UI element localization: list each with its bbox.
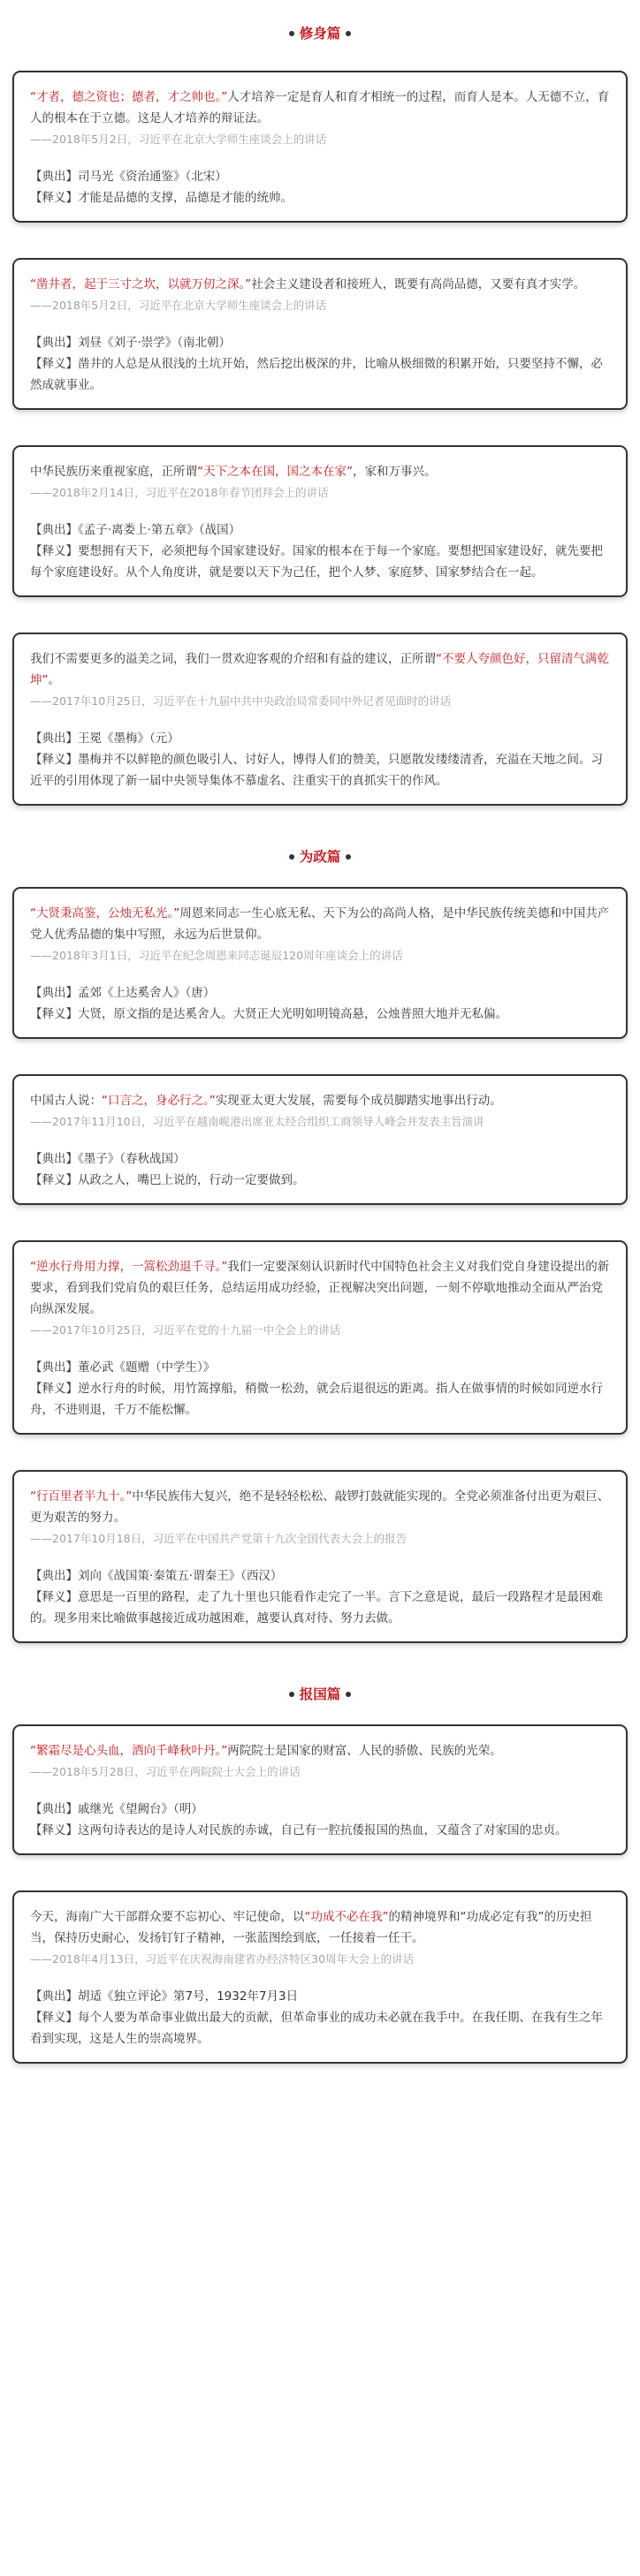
shiyi-line [30,2007,610,2049]
shiyi-text: 凿井的人总是从很浅的土坑开始，然后挖出极深的井，比喻从极细微的积累开始，只要坚持不懈，必然成就事业。 [30,357,603,392]
shiyi-label: 【释义】 [30,1590,78,1604]
section-header-weizheng [12,839,628,875]
shiyi-text: 才能是品德的支撑，品德是才能的统帅。 [78,191,293,205]
card-paragraph [30,1486,610,1528]
shiyi-line [30,749,610,792]
classic-quote: “逆水行舟用力撑，一篙松劲退千寻。” [30,1260,228,1274]
classic-quote: “才者，德之资也；德者，才之帅也。” [30,90,228,104]
bullet-icon [346,1692,351,1697]
classic-quote: “行百里者半九十。” [30,1489,133,1504]
dianchu-line [30,982,610,1004]
classic-quote: “功成不必在我” [304,1910,389,1924]
shiyi-label: 【释义】 [30,544,78,558]
speech-source: ——2017年10月25日，习近平在十九届中共中央政治局常委同中外记者见面时的讲话 [30,694,452,708]
card-paragraph [30,1090,610,1111]
dianchu-text: 戚继光《望阙台》（明） [78,1802,203,1816]
dianchu-text: 刘向《战国策·秦策五·谓秦王》（西汉） [78,1569,283,1583]
dianchu-label: 【典出】 [30,1152,78,1166]
body-text: 社会主义建设者和接班人，既要有高尚品德，又要有真才实学。 [251,277,586,292]
classic-quote: “繁霜尽是心头血，洒向千峰秋叶丹。” [30,1744,228,1758]
quote-card [12,445,628,597]
classic-quote: “天下之本在国，国之本在家” [197,465,353,479]
dianchu-text: 《墨子》（春秋战国） [78,1152,186,1166]
card-paragraph [30,1256,610,1320]
shiyi-label: 【释义】 [30,1007,78,1021]
shiyi-text: 这两句诗表达的是诗人对民族的赤诚，自己有一腔抗倭报国的热血，又蕴含了对家国的忠贞。 [78,1823,568,1837]
body-text: ，家和万事兴。 [353,465,437,479]
speech-source: ——2017年10月25日，习近平在党的十九届一中全会上的讲话 [30,1323,341,1337]
dianchu-text: 孟郊《上达奚舍人》（唐） [78,986,216,1000]
shiyi-line [30,187,610,208]
dianchu-text: 胡适《独立评论》第7号，1932年7月3日 [78,1989,299,2004]
classic-quote: “口言之，身必行之。” [102,1094,216,1108]
shiyi-text: 逆水行舟的时候，用竹篙撑船，稍微一松劲，就会后退很远的距离。指人在做事情的时候如同逆水行舟，不进则退，千万不能松懈。 [30,1382,603,1417]
bullet-icon [346,854,351,860]
intro-text: 我们不需要更多的溢美之词，我们一贯欢迎客观的介绍和有益的建议，正所谓 [30,652,436,666]
shiyi-line [30,353,610,396]
dianchu-line [30,166,610,187]
speech-source: ——2017年11月10日，习近平在越南岘港出席亚太经合组织工商领导人峰会并发表主旨演讲 [30,1115,484,1128]
body-text: 人才培养一定是育人和育才相统一的过程，而育人是本。人无德不立，育人的根本在于立德。这是人才培养的辩证法。 [30,90,610,125]
intro-text: 今天，海南广大干部群众要不忘初心、牢记使命，以 [30,1910,305,1924]
speech-source: ——2018年5月2日，习近平在北京大学师生座谈会上的讲话 [30,299,327,312]
dianchu-line [30,728,610,749]
dianchu-label: 【典出】 [30,986,78,1000]
dianchu-text: 司马光《资治通鉴》（北宋） [78,170,227,184]
shiyi-line [30,1004,610,1025]
card-paragraph [30,461,610,482]
shiyi-label: 【释义】 [30,1173,78,1187]
intro-text: 中国古人说： [30,1094,102,1108]
section-title: 修身篇 [299,26,341,42]
dianchu-line [30,1357,610,1378]
shiyi-label: 【释义】 [30,357,78,371]
body-text: 两院院士是国家的财富、人民的骄傲、民族的光荣。 [227,1744,502,1758]
speech-source: ——2018年3月1日，习近平在纪念周恩来同志诞辰120周年座谈会上的讲话 [30,949,403,962]
section-title: 为政篇 [299,849,341,865]
speech-source: ——2018年5月2日，习近平在北京大学师生座谈会上的讲话 [30,133,327,146]
card-paragraph [30,1906,610,1949]
classic-quote: “大贤秉高鉴，公烛无私光。” [30,906,180,921]
dianchu-text: 董必武《题赠（中学生）》 [78,1360,216,1375]
intro-text: 中华民族历来重视家庭，正所谓 [30,465,197,479]
bullet-icon [289,1692,294,1697]
speech-source: ——2018年2月14日，习近平在2018年春节团拜会上的讲话 [30,486,329,499]
quote-card [12,1074,628,1205]
shiyi-label: 【释义】 [30,191,78,205]
shiyi-line [30,1820,610,1841]
speech-source: ——2017年10月18日，习近平在中国共产党第十九次全国代表大会上的报告 [30,1532,408,1545]
card-paragraph [30,648,610,691]
card-paragraph [30,87,610,129]
speech-source: ——2018年4月13日，习近平在庆祝海南建省办经济特区30周年大会上的讲话 [30,1952,415,1966]
dianchu-text: 《孟子·离娄上·第五章》（战国） [78,523,241,537]
body-text: 周恩来同志一生心底无私、天下为公的高尚人格，是中华民族传统美德和中国共产党人优秀品德的集中写照，永远为后世景仰。 [30,906,610,942]
shiyi-label: 【释义】 [30,1382,78,1396]
shiyi-line [30,1378,610,1421]
quote-card [12,633,628,806]
shiyi-text: 从政之人，嘴巴上说的，行动一定要做到。 [78,1173,305,1187]
shiyi-label: 【释义】 [30,2011,78,2025]
dianchu-label: 【典出】 [30,1569,78,1583]
shiyi-line [30,1170,610,1191]
shiyi-line [30,1587,610,1629]
quote-card [12,71,628,223]
dianchu-label: 【典出】 [30,170,78,184]
dianchu-line [30,1799,610,1820]
dianchu-text: 刘昼《刘子·崇学》（南北朝） [78,336,232,350]
body-text: 的精神境界和“功成必定有我”的历史担当，保持历史耐心，发扬钉钉子精神，一张蓝图绘到底，一任接着一任干。 [30,1910,592,1945]
dianchu-label: 【典出】 [30,1360,78,1375]
page [0,16,640,2064]
quote-card [12,1890,628,2064]
shiyi-label: 【释义】 [30,753,78,767]
bullet-icon [346,31,351,36]
dianchu-text: 王冕《墨梅》（元） [78,731,179,746]
card-paragraph [30,1740,610,1762]
quote-card [12,258,628,410]
quote-card [12,1240,628,1435]
quote-card [12,1724,628,1855]
card-paragraph [30,903,610,945]
card-paragraph [30,274,610,295]
dianchu-label: 【典出】 [30,336,78,350]
body-text: 实现亚太更大发展，需要每个成员脚踏实地事出行动。 [215,1094,502,1108]
shiyi-text: 意思是一百里的路程，走了九十里也只能看作走完了一半。言下之意是说，最后一段路程才是最困难的。现多用来比喻做事越接近成功越困难，越要认真对待、努力去做。 [30,1590,603,1625]
dianchu-label: 【典出】 [30,731,78,746]
dianchu-line [30,1565,610,1587]
body-text: 中华民族伟大复兴，绝不是轻轻松松、敲锣打鼓就能实现的。全党必须准备付出更为艰巨、更为艰苦的努力。 [30,1489,610,1525]
dianchu-line [30,519,610,541]
classic-quote: “不要人夸颜色好，只留清气满乾坤” [30,652,609,687]
shiyi-text: 要想拥有天下，必须把每个国家建设好。国家的根本在于每一个家庭。要想把国家建设好，就先要把每个家庭建设好。从个人角度讲，就是要以天下为己任，把个人梦、家庭梦、国家梦结合在一起。 [30,544,603,580]
bullet-icon [289,854,294,860]
dianchu-label: 【典出】 [30,1989,78,2004]
speech-source: ——2018年5月28日，习近平在两院院士大会上的讲话 [30,1765,301,1778]
shiyi-text: 墨梅并不以鲜艳的颜色吸引人、讨好人，博得人们的赞美，只愿散发缕缕清香，充溢在天地之间。习近平的引用体现了新一届中央领导集体不慕虚名、注重实干的真抓实干的作风。 [30,753,603,788]
dianchu-label: 【典出】 [30,1802,78,1816]
body-text: 。 [48,673,60,687]
section-header-xiushen [12,16,628,51]
dianchu-label: 【典出】 [30,523,78,537]
shiyi-line [30,541,610,583]
shiyi-text: 每个人要为革命事业做出最大的贡献，但革命事业的成功未必就在我手中。在我任期、在我有生之年看到实现，这是人生的崇高境界。 [30,2011,603,2046]
section-title: 报国篇 [299,1686,341,1702]
shiyi-text: 大贤，原文指的是达奚舍人。大贤正大光明如明镜高悬，公烛普照大地并无私偏。 [78,1007,507,1021]
quote-card [12,1470,628,1643]
dianchu-line [30,332,610,353]
dianchu-line [30,1986,610,2007]
bullet-icon [289,31,294,36]
shiyi-label: 【释义】 [30,1823,78,1837]
quote-card [12,887,628,1039]
classic-quote: “凿井者，起于三寸之坎，以就万仞之深。” [30,277,252,292]
section-header-baoguo [12,1677,628,1712]
body-text: 我们一定要深刻认识新时代中国特色社会主义对我们党自身建设提出的新要求，看到我们党肩负的艰巨任务，总结运用成功经验，正视解决突出问题，一刻不停歇地推动全面从严治党向纵深发展。 [30,1260,610,1316]
dianchu-line [30,1148,610,1170]
